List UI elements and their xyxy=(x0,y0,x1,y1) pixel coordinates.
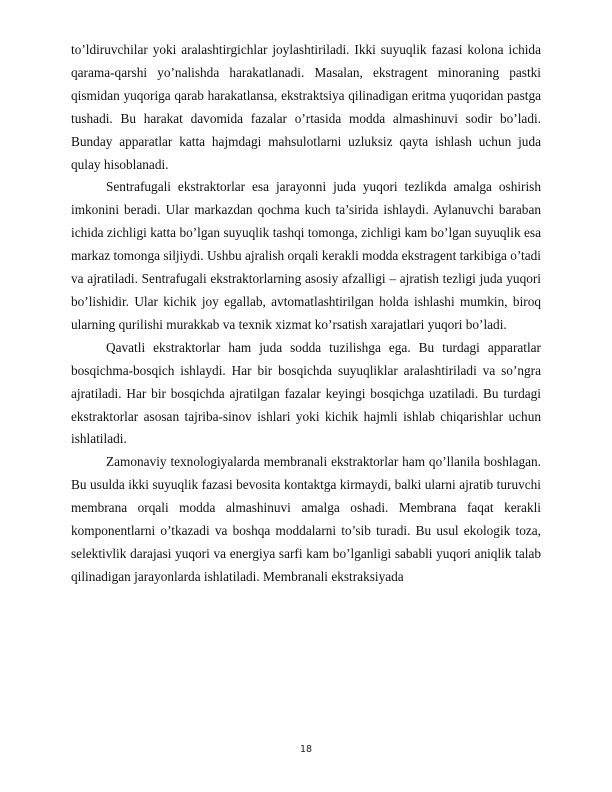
paragraph-membrane-extractors: Zamonaviy texnologiyalarda membranali ekstraktorlar ham qo’llanila boshlagan. Bu usulda ikki suyuqlik fazasi bevosita kontaktga kirmaydi, balki ularni ajratib turuvchi membrana orqali modda almashinuvi amalga oshadi. Membrana faqat kerakli komponentlarni o’tkazadi va boshqa moddalarni to’sib turadi. Bu usul ekologik toza, selektivlik darajasi yuqori va energiya sarfi kam bo’lganligi sababli yuqori aniqlik talab qilinadigan jarayonlarda ishlatiladi. Membranali ekstraksiyada xyxy=(71,454,541,584)
paragraph-centrifugal-extractors: Sentrafugali ekstraktorlar esa jarayonni juda yuqori tezlikda amalga oshirish imkonini beradi. Ular markazdan qochma kuch ta’sirida ishlaydi. Aylanuvchi baraban ichida zichligi katta bo’lgan suyuqlik tashqi tomonga, zichligi kam bo’lgan suyuqlik esa markaz tomonga siljiydi. Ushbu ajralish orqali kerakli modda ekstragent tarkibiga o’tadi va ajratiladi. Sentrafugali ekstraktorlarning asosiy afzalligi – ajratish tezligi juda yuqori bo’lishidir. Ular kichik joy egallab, avtomatlashtirilgan holda ishlashi mumkin, biroq ularning qurilishi murakkab va texnik xizmat ko’rsatish xarajatlari yuqori bo’ladi. xyxy=(71,179,541,332)
body-text xyxy=(71,39,541,589)
paragraph-continued: to’ldiruvchilar yoki aralashtirgichlar joylashtiriladi. Ikki suyuqlik fazasi kolona ichida qarama-qarshi yo’nalishda harakatlanadi. Masalan, ekstragent minoraning pastki qismidan yuqoriga qarab harakatlansa, ekstraktsiya qilinadigan eritma yuqoridan pastga tushadi. Bu harakat davomida fazalar o’rtasida modda almashinuvi sodir bo’ladi. Bunday apparatlar katta hajmdagi mahsulotlarni uzluksiz qayta ishlash uchun juda qulay hisoblanadi. xyxy=(71,42,541,172)
paragraph-layered-extractors: Qavatli ekstraktorlar ham juda sodda tuzilishga ega. Bu turdagi apparatlar bosqichma-bosqich ishlaydi. Har bir bosqichda suyuqliklar aralashtiriladi va so’ngra ajratiladi. Har bir bosqichda ajratilgan fazalar keyingi bosqichga uzatiladi. Bu turdagi ekstraktorlar asosan tajriba-sinov ishlari yoki kichik hajmli ishlab chiqarishlar uchun ishlatiladi. xyxy=(71,339,541,447)
page-number: 18 xyxy=(299,744,313,755)
